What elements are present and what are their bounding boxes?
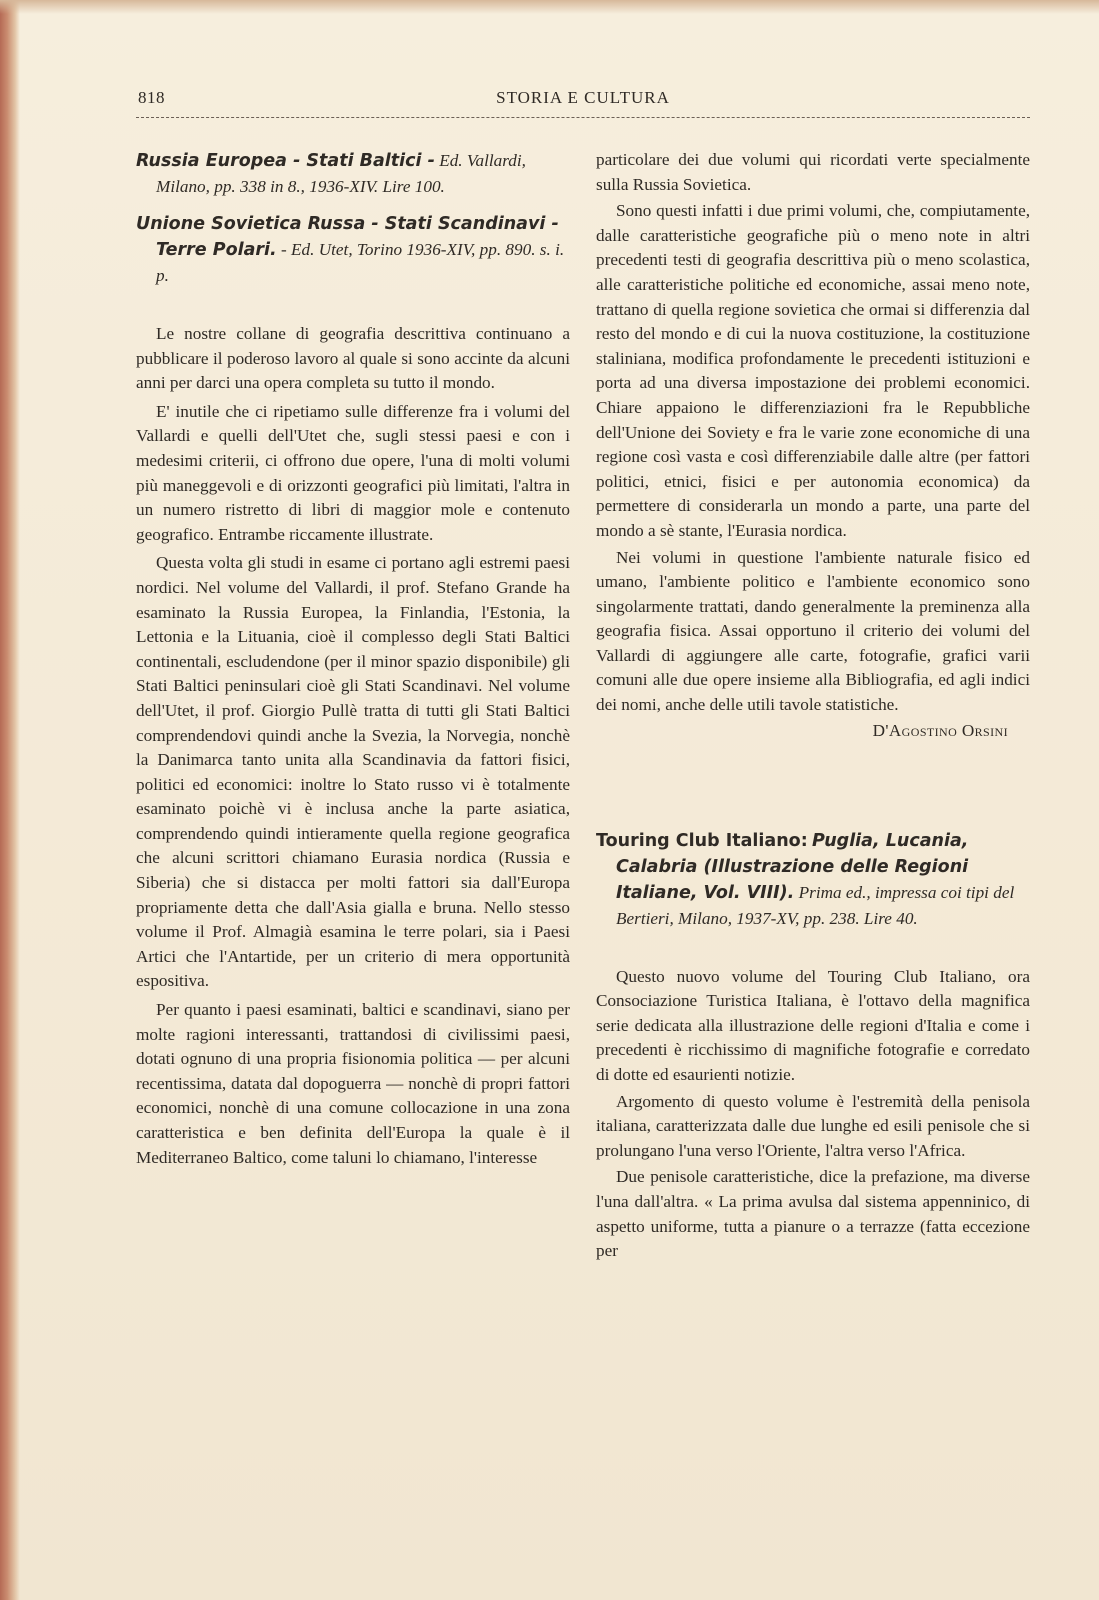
header-rule: [136, 117, 1030, 118]
book-title: Unione Sovietica Russa - Stati Scandinavi - Terre Polari.: [136, 214, 559, 260]
page-number: 818: [138, 88, 165, 107]
review-paragraph: particolare dei due volumi qui ricordati verte specialmente sulla Russia Sovietica.: [596, 150, 1030, 194]
running-head: STORIA E CULTURA: [496, 88, 670, 107]
right-column: [596, 148, 1030, 1264]
bibliographic-entry-1: [136, 148, 570, 199]
review-paragraph: Questa volta gli studi in esame ci portano agli estremi paesi nordici. Nel volume del Vallardi, il prof. Stefano Grande ha esaminato la Russia Europea, la Finlandia, l'Estonia, la Lettonia e la Lituania, cioè il complesso degli Stati Baltici continentali, escludendone (per il minor spazio disponibile) gli Stati Baltici peninsulari cioè gli Stati Scandinavi. Nel volume dell'Utet, il prof. Giorgio Pullè tratta di tutti gli Stati Baltici comprendendovi quindi anche la Svezia, la Norvegia, nonchè la Danimarca tanto unita alla Scandinavia da fattori fisici, politici ed economici: inoltre lo Stato russo vi è totalmente esaminato poichè vi è inclusa anche la parte asiatica, comprendendo quindi intieramente quella regione geografica che alcuni scrittori chiamano Eurasia nordica (Russia e Siberia) che si distacca per molti fattori sia dall'Europa propriamente detta che dall'Asia gialla e bruna. Nello stesso volume il Prof. Almagià esamina le terre polari, sia i Paesi Artici che l'Antartide, per un criterio di mera opportunità espositiva.: [136, 553, 570, 991]
book-title: Russia Europea - Stati Baltici -: [136, 151, 435, 171]
review-paragraph: Sono questi infatti i due primi volumi, che, compiutamente, dalle caratteristiche geografiche più o meno note in altri precedenti testi di geografia descrittiva più o meno scolastica, alle caratteristiche politiche ed economiche, assai meno note, trattano di quella regione sovietica che ormai si differenzia dal resto del mondo e di cui la nuova costituzione, la costituzione staliniana, modifica profondamente le precedenti istituzioni e porta ad una diversa impostazione dei problemi economici. Chiare appaiono le differenziazioni fra le Repubbliche dell'Unione dei Soviety e fra le varie zone economiche di una regione così vasta e così differenziabile dalle altre (per fattori politici, etnici, fisici e per autonomia economica) da permettere di considerarla un mondo a parte, una parte del mondo a sè stante, l'Eurasia nordica.: [596, 201, 1030, 540]
author-signature: D'Agostino Orsini: [872, 720, 1008, 740]
book-spine-edge: [0, 0, 20, 1600]
bibliographic-entry-3: [596, 828, 1030, 931]
book-title: Puglia, Lucania, Calabria (Illustrazione delle Regioni Italiane, Vol. VIII).: [616, 830, 969, 903]
review-paragraph: E' inutile che ci ripetiamo sulle differenze fra i volumi del Vallardi e quelli dell'Utet che, sugli stessi paesi e con i medesimi criterii, ci offrono due opere, l'una di molti volumi più maneggevoli e di orizzonti geografici più limitati, l'altra in un numero ristretto di libri di maggior mole e contenuto geografico. Entrambe riccamente illustrate.: [136, 401, 570, 544]
review-paragraph: Nei volumi in questione l'ambiente naturale fisico ed umano, l'ambiente politico e l'ambiente economico sono singolarmente trattati, dando generalmente la preminenza alla geografia fisica. Assai opportuno il criterio dei volumi del Vallardi di aggiungere alle carte, fotografie, grafici varii comuni alle due opere insieme alla Bibliografia, ed agli indici dei nomi, anche delle utili tavole statistiche.: [596, 547, 1030, 715]
publisher-name: Touring Club Italiano:: [596, 830, 808, 851]
review-paragraph: Questo nuovo volume del Touring Club Italiano, ora Consociazione Turistica Italiana, è l'ottavo della magnifica serie dedicata alla illustrazione delle regioni d'Italia e come i precedenti è ricchissimo di magnifiche fotografie e corredato di dotte ed esaurienti notizie.: [596, 966, 1030, 1085]
bibliographic-entry-2: [136, 211, 570, 288]
review-paragraph: Argomento di questo volume è l'estremità della penisola italiana, caratterizzata dalle due lunghe ed esili penisole che si prolungano l'una verso l'Oriente, l'altra verso l'Africa.: [596, 1091, 1030, 1160]
review-paragraph: Le nostre collane di geografia descrittiva continuano a pubblicare il poderoso lavoro al quale si sono accinte da alcuni anni per darci una opera completa su tutto il mondo.: [136, 324, 570, 393]
page-top-edge: [0, 0, 1099, 14]
publication-details: - Ed. Utet, Torino 1936-XIV, pp. 890. s. i. p.: [156, 240, 565, 285]
publication-details: Ed. Vallardi, Milano, pp. 338 in 8., 1936-XIV. Lire 100.: [156, 151, 526, 196]
review-paragraph: Per quanto i paesi esaminati, baltici e scandinavi, siano per molte ragioni interessanti, trattandosi di civilissimi paesi, dotati ognuno di una propria fisionomia politica — per alcuni recentissima, datata dal dopoguerra — nonchè di propri fattori economici, nonchè di una comune collocazione in una zona caratteristica e ben definita dell'Europa la quale è il Mediterraneo Baltico, come taluni lo chiamano, l'interesse: [136, 1000, 570, 1167]
publication-details: Prima ed., impressa coi tipi del Bertieri, Milano, 1937-XV, pp. 238. Lire 40.: [616, 882, 1015, 928]
review-paragraph: Due penisole caratteristiche, dice la prefazione, ma diverse l'una dall'altra. « La prima avulsa dal sistema appenninico, di aspetto uniforme, tutta a pianure o a terrazze (fatta eccezione per: [596, 1167, 1030, 1261]
page-header: [138, 88, 1028, 114]
left-column: [136, 148, 570, 1170]
